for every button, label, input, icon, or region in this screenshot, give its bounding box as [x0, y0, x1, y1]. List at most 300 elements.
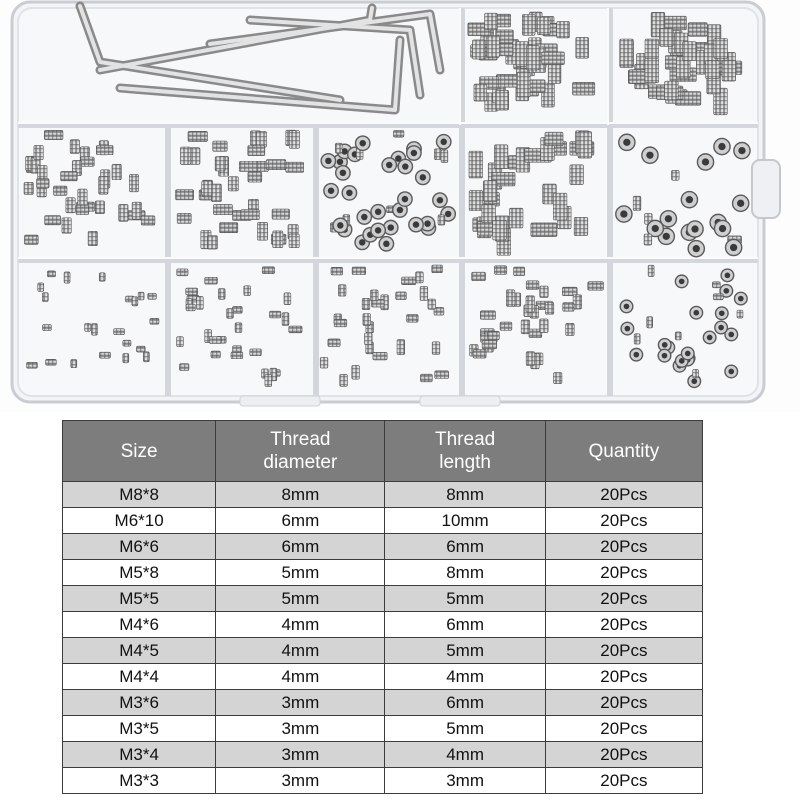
set-screw: [474, 84, 487, 101]
set-screw: [37, 179, 50, 188]
set-screw: [340, 374, 348, 386]
set-screw: [362, 298, 370, 309]
hex-socket: [383, 241, 389, 247]
set-screw: [620, 39, 634, 66]
set-screw: [47, 271, 55, 277]
set-screw: [509, 208, 523, 228]
hex-socket: [624, 304, 630, 310]
set-screw: [42, 293, 48, 302]
set-screw: [506, 290, 515, 307]
set-screw: [335, 143, 342, 153]
set-screw: [485, 13, 498, 30]
set-screw: [220, 223, 238, 233]
set-screw: [143, 352, 149, 362]
table-header-row: [63, 421, 703, 482]
cell-diameter: 4mm: [216, 664, 385, 690]
cell-length: 5mm: [385, 638, 545, 664]
set-screw: [190, 148, 200, 165]
cell-diameter: 4mm: [216, 638, 385, 664]
header-diameter-line2: diameter: [263, 452, 338, 473]
cell-quantity: 20Pcs: [545, 768, 702, 794]
set-screw: [188, 131, 207, 141]
set-screw: [472, 272, 486, 281]
cell-length: 8mm: [385, 482, 545, 508]
set-screw: [522, 14, 535, 35]
set-screw: [213, 204, 232, 214]
cell-size: M3*6: [63, 690, 216, 716]
set-screw: [494, 266, 506, 275]
cell-diameter: 3mm: [216, 742, 385, 768]
hex-socket: [646, 152, 653, 159]
hex-socket: [652, 225, 659, 232]
set-screw: [537, 17, 550, 34]
set-screw: [482, 340, 497, 349]
set-screw: [136, 346, 145, 352]
set-screw: [480, 311, 495, 320]
cell-quantity: 20Pcs: [545, 716, 702, 742]
hex-socket: [737, 200, 744, 207]
set-screw: [435, 371, 449, 379]
set-screw: [231, 352, 243, 359]
cell-quantity: 20Pcs: [545, 742, 702, 768]
hex-socket: [387, 224, 393, 230]
set-screw: [434, 149, 441, 160]
set-screw: [633, 196, 641, 210]
set-screw: [38, 283, 44, 291]
hex-socket: [346, 190, 352, 196]
hex-socket: [728, 369, 734, 375]
cell-size: M3*4: [63, 742, 216, 768]
cell-length: 3mm: [385, 768, 545, 794]
set-screw: [241, 210, 259, 220]
hex-socket: [691, 225, 698, 232]
set-screw: [213, 141, 227, 151]
set-screw: [282, 313, 289, 326]
cell-quantity: 20Pcs: [545, 612, 702, 638]
set-screw: [78, 189, 87, 206]
set-screw: [265, 375, 272, 387]
set-screw: [545, 132, 563, 146]
set-screw: [132, 297, 138, 306]
hex-socket: [693, 245, 700, 252]
set-screw: [233, 346, 242, 353]
set-screw: [209, 337, 221, 344]
set-screw: [248, 172, 262, 182]
header-quantity: [545, 421, 702, 482]
hex-socket: [340, 170, 346, 176]
hex-socket: [685, 351, 691, 357]
set-screw: [44, 130, 63, 139]
set-screw: [45, 215, 61, 224]
set-screw: [645, 58, 659, 82]
set-screw: [123, 340, 131, 346]
set-screw: [338, 285, 346, 296]
set-screw: [96, 145, 113, 154]
set-screw: [574, 217, 588, 235]
set-screw: [119, 204, 128, 221]
header-length-line2: length: [439, 452, 491, 473]
set-screw: [138, 292, 144, 300]
set-screw: [211, 184, 221, 202]
set-screw: [76, 205, 89, 214]
hex-socket: [679, 279, 685, 285]
set-screw: [526, 281, 539, 290]
set-screw: [99, 352, 110, 358]
set-screw: [148, 293, 157, 299]
set-screw: [24, 235, 38, 244]
hex-socket: [693, 310, 699, 316]
set-screw: [660, 28, 674, 46]
set-screw: [706, 61, 720, 79]
set-screw: [244, 286, 251, 296]
set-screw: [713, 294, 723, 300]
set-screw: [548, 64, 561, 84]
set-screw: [289, 131, 299, 149]
set-screw: [129, 174, 138, 191]
set-screw: [647, 317, 653, 328]
table-row: [63, 534, 703, 560]
hex-socket: [440, 139, 446, 145]
set-screw: [61, 171, 78, 180]
cell-quantity: 20Pcs: [545, 690, 702, 716]
set-screw: [576, 37, 589, 58]
hex-socket: [738, 147, 745, 154]
set-screw: [27, 362, 38, 368]
header-thread-diameter: [216, 421, 385, 482]
set-screw: [99, 273, 105, 281]
cell-quantity: 20Pcs: [545, 508, 702, 534]
spec-table: [62, 420, 703, 794]
set-screw: [123, 353, 129, 362]
set-screw: [228, 177, 238, 191]
set-screw: [363, 313, 371, 325]
set-screw: [71, 359, 77, 367]
cell-diameter: 3mm: [216, 716, 385, 742]
cell-length: 10mm: [385, 508, 545, 534]
set-screw: [737, 310, 743, 318]
hex-socket: [723, 288, 729, 294]
set-screw: [273, 231, 283, 248]
cell-length: 5mm: [385, 586, 545, 612]
set-screw: [540, 319, 549, 333]
hex-socket: [411, 150, 417, 156]
set-screw: [80, 157, 94, 166]
hex-socket: [420, 174, 426, 180]
set-screw: [483, 181, 497, 202]
set-screw: [566, 323, 575, 335]
set-screw: [521, 320, 530, 334]
cell-diameter: 6mm: [216, 508, 385, 534]
set-screw: [266, 160, 286, 170]
set-screw: [526, 45, 539, 70]
cell-quantity: 20Pcs: [545, 664, 702, 690]
set-screw: [573, 82, 595, 95]
set-screw: [517, 72, 530, 97]
set-screw: [671, 170, 679, 180]
hex-socket: [663, 233, 670, 240]
set-screw: [487, 36, 500, 58]
set-screw: [38, 165, 47, 180]
hex-socket: [402, 163, 408, 169]
hex-socket: [424, 220, 430, 226]
set-screw: [24, 182, 33, 194]
set-screw: [112, 164, 121, 179]
set-screw: [250, 349, 262, 356]
table-row: [63, 638, 703, 664]
set-screw: [34, 145, 43, 159]
set-screw: [334, 319, 347, 327]
set-screw: [688, 23, 707, 37]
set-screw: [218, 288, 225, 299]
set-screw: [663, 16, 686, 30]
hex-socket: [337, 159, 343, 165]
set-screw: [553, 193, 567, 220]
cell-size: M5*8: [63, 560, 216, 586]
cell-length: 6mm: [385, 612, 545, 638]
set-screw: [257, 222, 267, 240]
set-screw: [469, 151, 483, 178]
table-row: [63, 742, 703, 768]
set-screw: [289, 326, 302, 333]
hex-socket: [718, 325, 724, 331]
table-row: [63, 586, 703, 612]
set-screw: [256, 132, 266, 148]
set-screw: [66, 198, 75, 213]
hex-socket: [445, 211, 451, 217]
header-diameter-line1: Thread: [270, 429, 331, 450]
cell-quantity: 20Pcs: [545, 534, 702, 560]
set-screw: [99, 176, 108, 194]
cell-size: M4*6: [63, 612, 216, 638]
hex-socket: [686, 196, 693, 203]
set-screw: [85, 323, 91, 331]
set-screw: [62, 218, 71, 234]
cell-diameter: 5mm: [216, 586, 385, 612]
set-screw: [562, 287, 577, 296]
hex-socket: [665, 215, 672, 222]
set-screw: [496, 90, 509, 110]
set-screw: [150, 318, 159, 324]
set-screw: [352, 365, 360, 379]
set-screw: [665, 81, 679, 99]
set-screw: [648, 265, 654, 276]
hex-socket: [662, 353, 668, 359]
set-screw: [269, 311, 280, 318]
hex-socket: [662, 342, 668, 348]
cell-size: M4*4: [63, 664, 216, 690]
cell-quantity: 20Pcs: [545, 586, 702, 612]
hex-socket: [730, 244, 737, 251]
hex-socket: [337, 222, 343, 228]
cell-quantity: 20Pcs: [545, 482, 702, 508]
set-screw: [370, 290, 378, 301]
cell-length: 4mm: [385, 742, 545, 768]
set-screw: [70, 140, 79, 154]
hex-socket: [413, 221, 419, 227]
hex-socket: [437, 197, 443, 203]
cell-length: 6mm: [385, 534, 545, 560]
table-row: [63, 664, 703, 690]
set-screw: [373, 352, 387, 360]
set-screw: [397, 340, 405, 355]
table-row: [63, 560, 703, 586]
set-screw: [320, 357, 328, 368]
set-screw: [683, 42, 697, 61]
hex-socket: [325, 158, 331, 164]
set-screw: [588, 282, 604, 291]
set-screw: [578, 132, 592, 159]
hex-socket: [707, 335, 713, 341]
cell-diameter: 3mm: [216, 690, 385, 716]
set-screw: [420, 286, 428, 300]
set-screw: [364, 333, 372, 345]
set-screw: [432, 342, 440, 355]
set-screw: [202, 181, 212, 195]
set-screw: [262, 267, 274, 274]
hex-socket: [725, 273, 731, 279]
cell-quantity: 20Pcs: [545, 638, 702, 664]
set-screw: [570, 165, 584, 185]
set-screw: [542, 52, 565, 65]
set-screw: [284, 293, 291, 305]
set-screw: [722, 60, 736, 81]
set-screw: [420, 374, 432, 382]
hex-socket: [719, 310, 725, 316]
set-screw: [114, 329, 125, 335]
set-screw: [272, 209, 289, 219]
set-screw: [289, 234, 299, 248]
hex-socket: [718, 143, 725, 150]
set-screw: [286, 162, 304, 172]
set-screw: [352, 267, 366, 275]
set-screw: [211, 351, 220, 358]
set-screw: [473, 350, 486, 359]
hex-socket: [402, 196, 408, 202]
set-screw: [407, 315, 419, 323]
cell-size: M6*6: [63, 534, 216, 560]
hex-socket: [386, 162, 392, 168]
set-screw: [634, 334, 640, 344]
set-screw: [526, 296, 535, 312]
set-screw: [712, 282, 720, 288]
set-screw: [215, 157, 225, 171]
set-screw: [331, 267, 343, 275]
set-screw: [472, 40, 485, 59]
set-screw: [64, 272, 70, 283]
set-screw: [207, 236, 217, 249]
set-screw: [177, 269, 188, 276]
table-row: [63, 716, 703, 742]
hex-socket: [328, 188, 334, 194]
set-screw: [393, 130, 404, 137]
set-screw: [132, 202, 141, 219]
set-screw: [141, 216, 155, 225]
set-screw: [493, 220, 507, 240]
cell-size: M8*8: [63, 482, 216, 508]
hex-socket: [620, 210, 627, 217]
hex-socket: [397, 207, 403, 213]
hex-socket: [375, 209, 381, 215]
header-length-line1: Thread: [435, 429, 496, 450]
set-screw: [441, 150, 448, 163]
set-screw: [645, 39, 659, 58]
set-screw: [88, 231, 97, 245]
hex-socket: [633, 352, 639, 358]
table-row: [63, 482, 703, 508]
set-screw: [176, 190, 194, 200]
hex-socket: [625, 326, 631, 332]
set-screw: [531, 223, 557, 237]
set-screw: [53, 186, 67, 195]
set-screw: [416, 272, 424, 283]
hex-socket: [719, 225, 726, 232]
set-screw: [545, 302, 554, 314]
set-screw: [563, 303, 574, 312]
set-screw: [235, 323, 242, 333]
hex-socket: [359, 140, 365, 146]
hex-socket: [728, 332, 734, 338]
set-screw: [233, 306, 243, 313]
cell-size: M6*10: [63, 508, 216, 534]
table-row: [63, 690, 703, 716]
set-screw: [177, 213, 191, 223]
cell-size: M3*5: [63, 716, 216, 742]
set-screw: [205, 277, 218, 284]
set-screw: [500, 322, 512, 331]
set-screw: [514, 267, 525, 276]
set-screw: [438, 215, 445, 225]
set-screw: [328, 339, 340, 347]
set-screw: [693, 369, 699, 378]
cell-length: 8mm: [385, 560, 545, 586]
set-screw: [428, 299, 436, 309]
set-screw: [239, 161, 258, 171]
set-screw: [540, 286, 549, 298]
set-screw: [95, 201, 104, 214]
set-screw: [186, 288, 198, 295]
hex-socket: [623, 139, 630, 146]
hex-socket: [691, 378, 697, 384]
set-screw: [553, 373, 562, 384]
hex-socket: [702, 158, 709, 165]
set-screw: [644, 234, 652, 245]
cell-length: 4mm: [385, 664, 545, 690]
set-screw: [469, 191, 483, 211]
cell-diameter: 5mm: [216, 560, 385, 586]
header-thread-length: [385, 421, 545, 482]
hex-socket: [375, 227, 381, 233]
set-screw: [179, 364, 189, 371]
set-screw: [227, 309, 234, 319]
cell-size: M4*5: [63, 638, 216, 664]
set-screw: [557, 21, 570, 38]
table-row: [63, 508, 703, 534]
set-screw: [196, 296, 203, 309]
set-screw: [432, 265, 443, 273]
set-screw: [177, 337, 184, 347]
set-screw: [482, 205, 496, 223]
set-screw: [714, 38, 728, 58]
set-screw: [180, 147, 190, 164]
set-screw: [46, 359, 57, 365]
set-screw: [401, 277, 416, 285]
cell-quantity: 20Pcs: [545, 560, 702, 586]
set-screw: [91, 324, 97, 336]
hex-socket: [361, 214, 367, 220]
set-screw: [526, 352, 535, 366]
set-screw: [396, 292, 407, 300]
cell-diameter: 3mm: [216, 768, 385, 794]
